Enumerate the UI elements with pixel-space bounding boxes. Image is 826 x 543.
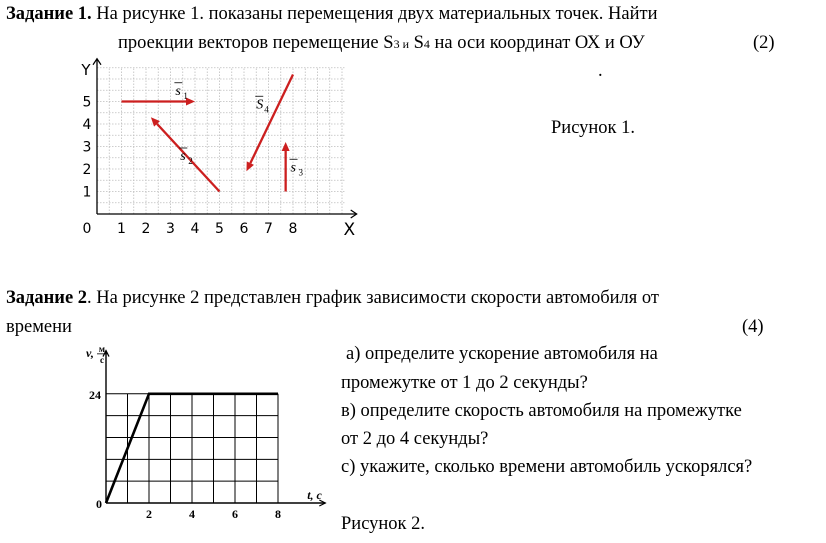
x-tick-label: 5 <box>215 221 224 237</box>
origin-label: 0 <box>82 221 92 237</box>
y-axis-label: Y <box>81 61 91 79</box>
task2-line1 <box>6 287 659 309</box>
y-tick-label: 1 <box>82 184 92 201</box>
vector-s2-subscript: 2 <box>188 156 193 166</box>
task2-points: (4) <box>742 317 764 337</box>
y-tick-label: 3 <box>82 139 92 156</box>
task1-dot: . <box>598 61 603 81</box>
figure2-grid <box>106 394 278 503</box>
vector-s4-label: S <box>256 97 264 113</box>
y-tick-label: 4 <box>82 117 92 133</box>
x-tick-label: 2 <box>141 221 151 237</box>
task2-text-line2: времени <box>6 317 72 337</box>
x-tick-label: 7 <box>264 221 273 237</box>
y-tick-label: 5 <box>82 94 92 111</box>
x-tick-label: 4 <box>189 507 195 521</box>
figure2-caption: Рисунок 2. <box>341 514 426 534</box>
x-axis-label: t, с <box>307 488 322 502</box>
task1-line2 <box>118 32 645 55</box>
task1-line1 <box>6 3 658 25</box>
task1-text-line1: На рисунке 1. показаны перемещения двух материальных точек. Найти <box>96 4 658 24</box>
x-tick-label: 8 <box>275 507 281 521</box>
question-b-line1: в) определите скорость автомобиля на промежутке <box>341 401 742 421</box>
y-tick-label: 24 <box>89 387 101 402</box>
y-tick-label: 2 <box>82 162 92 178</box>
task2-label: Задание 2 <box>6 288 88 308</box>
y-unit-denominator: с <box>100 354 104 365</box>
vector-s1-subscript: 1 <box>183 90 188 101</box>
y-axis-label-v: v, <box>86 345 94 360</box>
x-tick-label: 6 <box>239 221 249 237</box>
task1-text-line2: проекции векторов перемещение S <box>118 33 394 53</box>
figure1-graph <box>70 55 356 240</box>
task1-text-line2-post: на оси координат ОХ и ОУ <box>434 33 645 53</box>
question-b-line2: от 2 до 4 секунды? <box>341 429 489 449</box>
x-tick-label: 1 <box>117 221 126 237</box>
x-tick-label: 8 <box>288 221 298 237</box>
x-tick-label: 4 <box>190 221 200 237</box>
vector-s3-label: s <box>290 160 297 176</box>
question-a-line1: а) определите ускорение автомобиля на <box>346 344 658 364</box>
origin-label: 0 <box>96 497 102 511</box>
y-unit-numerator: м <box>98 343 106 354</box>
vector-s4-subscript: 4 <box>264 104 269 115</box>
x-tick-label: 2 <box>146 507 152 521</box>
task2-text-line1: . На рисунке 2 представлен график зависимости скорости автомобиля от <box>87 288 660 308</box>
vector-s2-label: s <box>180 149 186 164</box>
figure2-graph <box>75 343 330 533</box>
vector-s1-label: s <box>175 83 181 99</box>
x-tick-label: 6 <box>232 507 238 521</box>
question-a-line2: промежутке от 1 до 2 секунды? <box>341 373 588 393</box>
task1-sub3: 3 и <box>393 37 409 51</box>
vector-s3-subscript: 3 <box>298 167 304 178</box>
task1-label: Задание 1. <box>6 4 92 24</box>
x-tick-label: 3 <box>166 221 175 237</box>
task1-sub4: 4 <box>423 37 430 51</box>
figure1-caption: Рисунок 1. <box>551 118 636 138</box>
vector-s3-arrowhead <box>282 142 290 151</box>
x-axis-label: X <box>343 220 356 240</box>
task1-mid: S <box>413 33 424 53</box>
task1-points: (2) <box>753 33 775 53</box>
figure1-grid <box>97 68 344 214</box>
question-c: с) укажите, сколько времени автомобиль ускорялся? <box>341 457 753 477</box>
figure2-labels <box>86 344 322 521</box>
